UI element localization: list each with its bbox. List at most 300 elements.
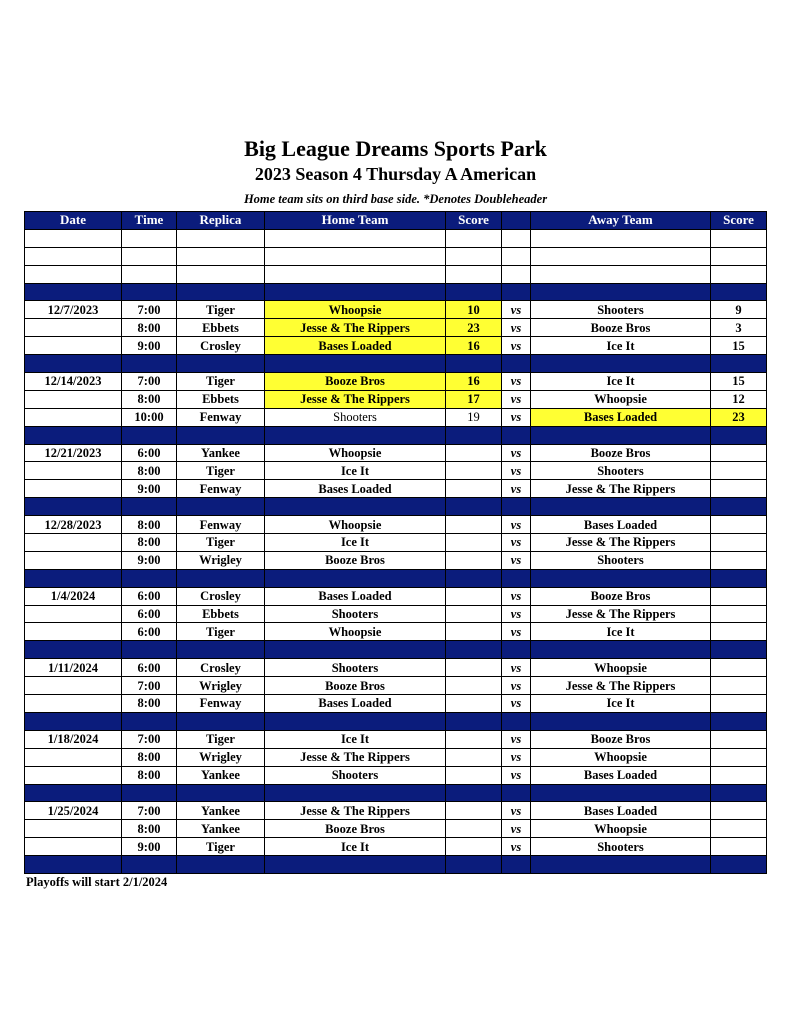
home-score <box>446 838 502 856</box>
week-separator-row <box>25 569 767 587</box>
away-team: Ice It <box>531 373 711 391</box>
blank-cell <box>177 229 265 247</box>
separator-cell <box>502 498 531 516</box>
vs-label: vs <box>502 623 531 641</box>
game-replica-field: Crosley <box>177 659 265 677</box>
away-team: Booze Bros <box>531 319 711 337</box>
home-team: Whoopsie <box>265 516 446 534</box>
separator-cell <box>711 569 767 587</box>
game-replica-field: Tiger <box>177 462 265 480</box>
away-score <box>711 677 767 695</box>
blank-cell <box>446 229 502 247</box>
week-separator-row <box>25 784 767 802</box>
game-date: 12/14/2023 <box>25 373 122 391</box>
separator-cell <box>25 856 122 874</box>
home-team: Shooters <box>265 659 446 677</box>
game-replica-field: Ebbets <box>177 319 265 337</box>
blank-cell <box>446 265 502 283</box>
blank-row <box>25 229 767 247</box>
separator-cell <box>446 498 502 516</box>
game-replica-field: Yankee <box>177 444 265 462</box>
game-time: 7:00 <box>122 373 177 391</box>
separator-cell <box>265 569 446 587</box>
separator-cell <box>25 569 122 587</box>
game-row <box>25 677 767 695</box>
col-home-score-header: Score <box>446 212 502 230</box>
game-date: 12/7/2023 <box>25 301 122 319</box>
separator-cell <box>122 498 177 516</box>
vs-label: vs <box>502 695 531 713</box>
blank-row <box>25 247 767 265</box>
home-team: Shooters <box>265 766 446 784</box>
home-team: Booze Bros <box>265 373 446 391</box>
game-replica-field: Fenway <box>177 695 265 713</box>
home-score: 10 <box>446 301 502 319</box>
away-score: 12 <box>711 390 767 408</box>
away-team: Jesse & The Rippers <box>531 677 711 695</box>
separator-cell <box>502 283 531 301</box>
away-team: Booze Bros <box>531 587 711 605</box>
separator-cell <box>711 856 767 874</box>
home-team: Shooters <box>265 605 446 623</box>
separator-cell <box>25 641 122 659</box>
home-score: 19 <box>446 408 502 426</box>
home-team: Whoopsie <box>265 301 446 319</box>
game-replica-field: Wrigley <box>177 677 265 695</box>
game-replica-field: Wrigley <box>177 748 265 766</box>
season-subtitle: 2023 Season 4 Thursday A American <box>254 164 537 184</box>
separator-cell <box>531 641 711 659</box>
separator-cell <box>122 283 177 301</box>
separator-cell <box>711 498 767 516</box>
home-score <box>446 587 502 605</box>
home-score <box>446 605 502 623</box>
home-team: Ice It <box>265 730 446 748</box>
game-date: 12/28/2023 <box>25 516 122 534</box>
game-time: 8:00 <box>122 390 177 408</box>
separator-cell <box>177 712 265 730</box>
blank-cell <box>711 229 767 247</box>
game-row <box>25 301 767 319</box>
game-date <box>25 390 122 408</box>
home-team: Ice It <box>265 462 446 480</box>
game-time: 7:00 <box>122 802 177 820</box>
vs-label: vs <box>502 748 531 766</box>
home-team: Whoopsie <box>265 444 446 462</box>
game-replica-field: Ebbets <box>177 390 265 408</box>
col-replica-header: Replica <box>177 212 265 230</box>
game-replica-field: Wrigley <box>177 551 265 569</box>
away-team: Shooters <box>531 838 711 856</box>
game-date <box>25 534 122 552</box>
vs-label: vs <box>502 677 531 695</box>
vs-label: vs <box>502 659 531 677</box>
game-time: 8:00 <box>122 766 177 784</box>
game-replica-field: Tiger <box>177 838 265 856</box>
away-team: Booze Bros <box>531 444 711 462</box>
separator-cell <box>502 784 531 802</box>
away-score <box>711 587 767 605</box>
blank-cell <box>502 265 531 283</box>
separator-cell <box>265 426 446 444</box>
week-separator-row <box>25 355 767 373</box>
game-date <box>25 551 122 569</box>
separator-cell <box>502 426 531 444</box>
blank-cell <box>265 247 446 265</box>
game-row <box>25 516 767 534</box>
game-time: 6:00 <box>122 605 177 623</box>
away-team: Shooters <box>531 462 711 480</box>
separator-cell <box>531 426 711 444</box>
away-team: Bases Loaded <box>531 766 711 784</box>
home-score <box>446 730 502 748</box>
separator-cell <box>177 498 265 516</box>
home-team: Bases Loaded <box>265 337 446 355</box>
home-score <box>446 820 502 838</box>
away-team: Jesse & The Rippers <box>531 605 711 623</box>
game-replica-field: Tiger <box>177 623 265 641</box>
home-team: Ice It <box>265 838 446 856</box>
separator-cell <box>25 426 122 444</box>
col-away-score-header: Score <box>711 212 767 230</box>
separator-cell <box>177 784 265 802</box>
away-team: Shooters <box>531 551 711 569</box>
vs-label: vs <box>502 408 531 426</box>
week-separator-row <box>25 498 767 516</box>
home-score <box>446 802 502 820</box>
away-score: 15 <box>711 373 767 391</box>
vs-label: vs <box>502 462 531 480</box>
game-row <box>25 623 767 641</box>
away-team: Whoopsie <box>531 390 711 408</box>
game-time: 6:00 <box>122 659 177 677</box>
playoffs-note: Playoffs will start 2/1/2024 <box>26 875 168 889</box>
separator-cell <box>502 712 531 730</box>
game-date <box>25 820 122 838</box>
home-score <box>446 444 502 462</box>
home-score <box>446 623 502 641</box>
separator-cell <box>531 498 711 516</box>
away-team: Bases Loaded <box>531 802 711 820</box>
blank-cell <box>122 265 177 283</box>
game-time: 9:00 <box>122 551 177 569</box>
week-separator-row <box>25 712 767 730</box>
game-date: 1/11/2024 <box>25 659 122 677</box>
separator-cell <box>25 283 122 301</box>
away-score <box>711 748 767 766</box>
game-row <box>25 534 767 552</box>
game-date <box>25 605 122 623</box>
separator-cell <box>711 784 767 802</box>
blank-cell <box>446 247 502 265</box>
game-replica-field: Tiger <box>177 301 265 319</box>
game-time: 8:00 <box>122 462 177 480</box>
separator-cell <box>446 784 502 802</box>
away-score: 15 <box>711 337 767 355</box>
game-time: 7:00 <box>122 730 177 748</box>
home-team-note: Home team sits on third base side. *Denotes Doubleheader <box>243 192 548 206</box>
away-score: 9 <box>711 301 767 319</box>
game-time: 7:00 <box>122 301 177 319</box>
home-team: Jesse & The Rippers <box>265 802 446 820</box>
blank-cell <box>531 265 711 283</box>
blank-cell <box>711 247 767 265</box>
game-replica-field: Tiger <box>177 534 265 552</box>
home-score <box>446 695 502 713</box>
week-separator-row <box>25 641 767 659</box>
game-time: 6:00 <box>122 623 177 641</box>
separator-cell <box>265 641 446 659</box>
blank-cell <box>122 229 177 247</box>
blank-cell <box>531 247 711 265</box>
away-score <box>711 820 767 838</box>
separator-cell <box>177 355 265 373</box>
separator-cell <box>265 355 446 373</box>
vs-label: vs <box>502 820 531 838</box>
game-replica-field: Tiger <box>177 373 265 391</box>
col-vs-header <box>502 212 531 230</box>
separator-cell <box>502 355 531 373</box>
vs-label: vs <box>502 534 531 552</box>
separator-cell <box>502 856 531 874</box>
home-score <box>446 462 502 480</box>
vs-label: vs <box>502 605 531 623</box>
game-date <box>25 695 122 713</box>
home-score: 23 <box>446 319 502 337</box>
separator-cell <box>265 856 446 874</box>
blank-cell <box>265 229 446 247</box>
away-score: 3 <box>711 319 767 337</box>
game-replica-field: Yankee <box>177 766 265 784</box>
home-score <box>446 551 502 569</box>
away-score <box>711 516 767 534</box>
game-time: 10:00 <box>122 408 177 426</box>
game-row <box>25 337 767 355</box>
separator-cell <box>531 856 711 874</box>
separator-cell <box>446 641 502 659</box>
blank-cell <box>177 247 265 265</box>
game-replica-field: Yankee <box>177 802 265 820</box>
game-time: 9:00 <box>122 838 177 856</box>
away-team: Ice It <box>531 337 711 355</box>
game-row <box>25 587 767 605</box>
separator-cell <box>177 426 265 444</box>
separator-cell <box>122 426 177 444</box>
away-score <box>711 623 767 641</box>
game-time: 8:00 <box>122 534 177 552</box>
away-score <box>711 444 767 462</box>
game-date: 1/25/2024 <box>25 802 122 820</box>
separator-cell <box>25 712 122 730</box>
separator-cell <box>177 856 265 874</box>
home-team: Jesse & The Rippers <box>265 319 446 337</box>
vs-label: vs <box>502 444 531 462</box>
game-replica-field: Fenway <box>177 408 265 426</box>
separator-cell <box>122 784 177 802</box>
home-team: Shooters <box>265 408 446 426</box>
home-score <box>446 748 502 766</box>
game-time: 9:00 <box>122 337 177 355</box>
game-replica-field: Crosley <box>177 337 265 355</box>
game-replica-field: Fenway <box>177 516 265 534</box>
game-replica-field: Yankee <box>177 820 265 838</box>
separator-cell <box>531 784 711 802</box>
game-date <box>25 748 122 766</box>
game-date <box>25 337 122 355</box>
separator-cell <box>25 355 122 373</box>
game-date <box>25 677 122 695</box>
game-row <box>25 730 767 748</box>
home-team: Booze Bros <box>265 551 446 569</box>
blank-cell <box>25 247 122 265</box>
game-date <box>25 462 122 480</box>
away-team: Whoopsie <box>531 820 711 838</box>
separator-cell <box>446 569 502 587</box>
home-team: Booze Bros <box>265 820 446 838</box>
vs-label: vs <box>502 802 531 820</box>
separator-cell <box>122 856 177 874</box>
game-row <box>25 659 767 677</box>
col-time-header: Time <box>122 212 177 230</box>
separator-cell <box>265 283 446 301</box>
separator-cell <box>177 569 265 587</box>
vs-label: vs <box>502 730 531 748</box>
separator-cell <box>265 498 446 516</box>
game-date <box>25 623 122 641</box>
vs-label: vs <box>502 301 531 319</box>
game-row <box>25 444 767 462</box>
separator-cell <box>177 641 265 659</box>
separator-cell <box>265 712 446 730</box>
vs-label: vs <box>502 551 531 569</box>
game-time: 8:00 <box>122 516 177 534</box>
home-score <box>446 516 502 534</box>
game-date <box>25 838 122 856</box>
game-row <box>25 766 767 784</box>
blank-cell <box>177 265 265 283</box>
separator-cell <box>711 426 767 444</box>
away-score <box>711 695 767 713</box>
home-score <box>446 677 502 695</box>
home-score: 16 <box>446 337 502 355</box>
away-team: Bases Loaded <box>531 408 711 426</box>
col-date-header: Date <box>25 212 122 230</box>
blank-cell <box>25 229 122 247</box>
blank-cell <box>531 229 711 247</box>
separator-cell <box>711 712 767 730</box>
schedule-body <box>25 229 767 873</box>
separator-cell <box>531 712 711 730</box>
away-score <box>711 730 767 748</box>
home-team: Booze Bros <box>265 677 446 695</box>
game-row <box>25 695 767 713</box>
week-separator-row <box>25 283 767 301</box>
page-title: Big League Dreams Sports Park <box>244 136 547 161</box>
away-team: Ice It <box>531 623 711 641</box>
col-away-team-header: Away Team <box>531 212 711 230</box>
game-time: 8:00 <box>122 820 177 838</box>
game-time: 8:00 <box>122 748 177 766</box>
blank-row <box>25 265 767 283</box>
separator-cell <box>25 498 122 516</box>
away-score <box>711 462 767 480</box>
away-score <box>711 534 767 552</box>
separator-cell <box>446 426 502 444</box>
home-team: Bases Loaded <box>265 480 446 498</box>
game-date: 1/4/2024 <box>25 587 122 605</box>
game-row <box>25 390 767 408</box>
game-date <box>25 408 122 426</box>
home-team: Ice It <box>265 534 446 552</box>
game-date <box>25 480 122 498</box>
blank-cell <box>25 265 122 283</box>
game-row <box>25 802 767 820</box>
home-score <box>446 766 502 784</box>
separator-cell <box>122 641 177 659</box>
game-time: 6:00 <box>122 444 177 462</box>
home-score: 17 <box>446 390 502 408</box>
away-score <box>711 766 767 784</box>
game-time: 7:00 <box>122 677 177 695</box>
home-score <box>446 480 502 498</box>
separator-cell <box>446 712 502 730</box>
game-row <box>25 838 767 856</box>
home-team: Jesse & The Rippers <box>265 748 446 766</box>
away-score <box>711 802 767 820</box>
away-team: Shooters <box>531 301 711 319</box>
game-date <box>25 319 122 337</box>
game-row <box>25 820 767 838</box>
blank-cell <box>265 265 446 283</box>
vs-label: vs <box>502 390 531 408</box>
blank-cell <box>502 229 531 247</box>
away-score: 23 <box>711 408 767 426</box>
vs-label: vs <box>502 480 531 498</box>
game-row <box>25 605 767 623</box>
separator-cell <box>25 784 122 802</box>
separator-cell <box>177 283 265 301</box>
vs-label: vs <box>502 516 531 534</box>
game-row <box>25 462 767 480</box>
vs-label: vs <box>502 838 531 856</box>
separator-cell <box>446 355 502 373</box>
vs-label: vs <box>502 373 531 391</box>
home-score <box>446 659 502 677</box>
away-team: Bases Loaded <box>531 516 711 534</box>
game-time: 8:00 <box>122 695 177 713</box>
separator-cell <box>446 283 502 301</box>
week-separator-row <box>25 856 767 874</box>
vs-label: vs <box>502 587 531 605</box>
game-row <box>25 748 767 766</box>
separator-cell <box>711 355 767 373</box>
away-team: Booze Bros <box>531 730 711 748</box>
away-team: Ice It <box>531 695 711 713</box>
game-row <box>25 480 767 498</box>
vs-label: vs <box>502 337 531 355</box>
away-team: Jesse & The Rippers <box>531 480 711 498</box>
away-score <box>711 605 767 623</box>
schedule-table <box>24 211 767 874</box>
away-team: Jesse & The Rippers <box>531 534 711 552</box>
blank-cell <box>711 265 767 283</box>
game-replica-field: Crosley <box>177 587 265 605</box>
separator-cell <box>502 641 531 659</box>
game-row <box>25 551 767 569</box>
home-team: Bases Loaded <box>265 695 446 713</box>
home-team: Jesse & The Rippers <box>265 390 446 408</box>
game-replica-field: Fenway <box>177 480 265 498</box>
